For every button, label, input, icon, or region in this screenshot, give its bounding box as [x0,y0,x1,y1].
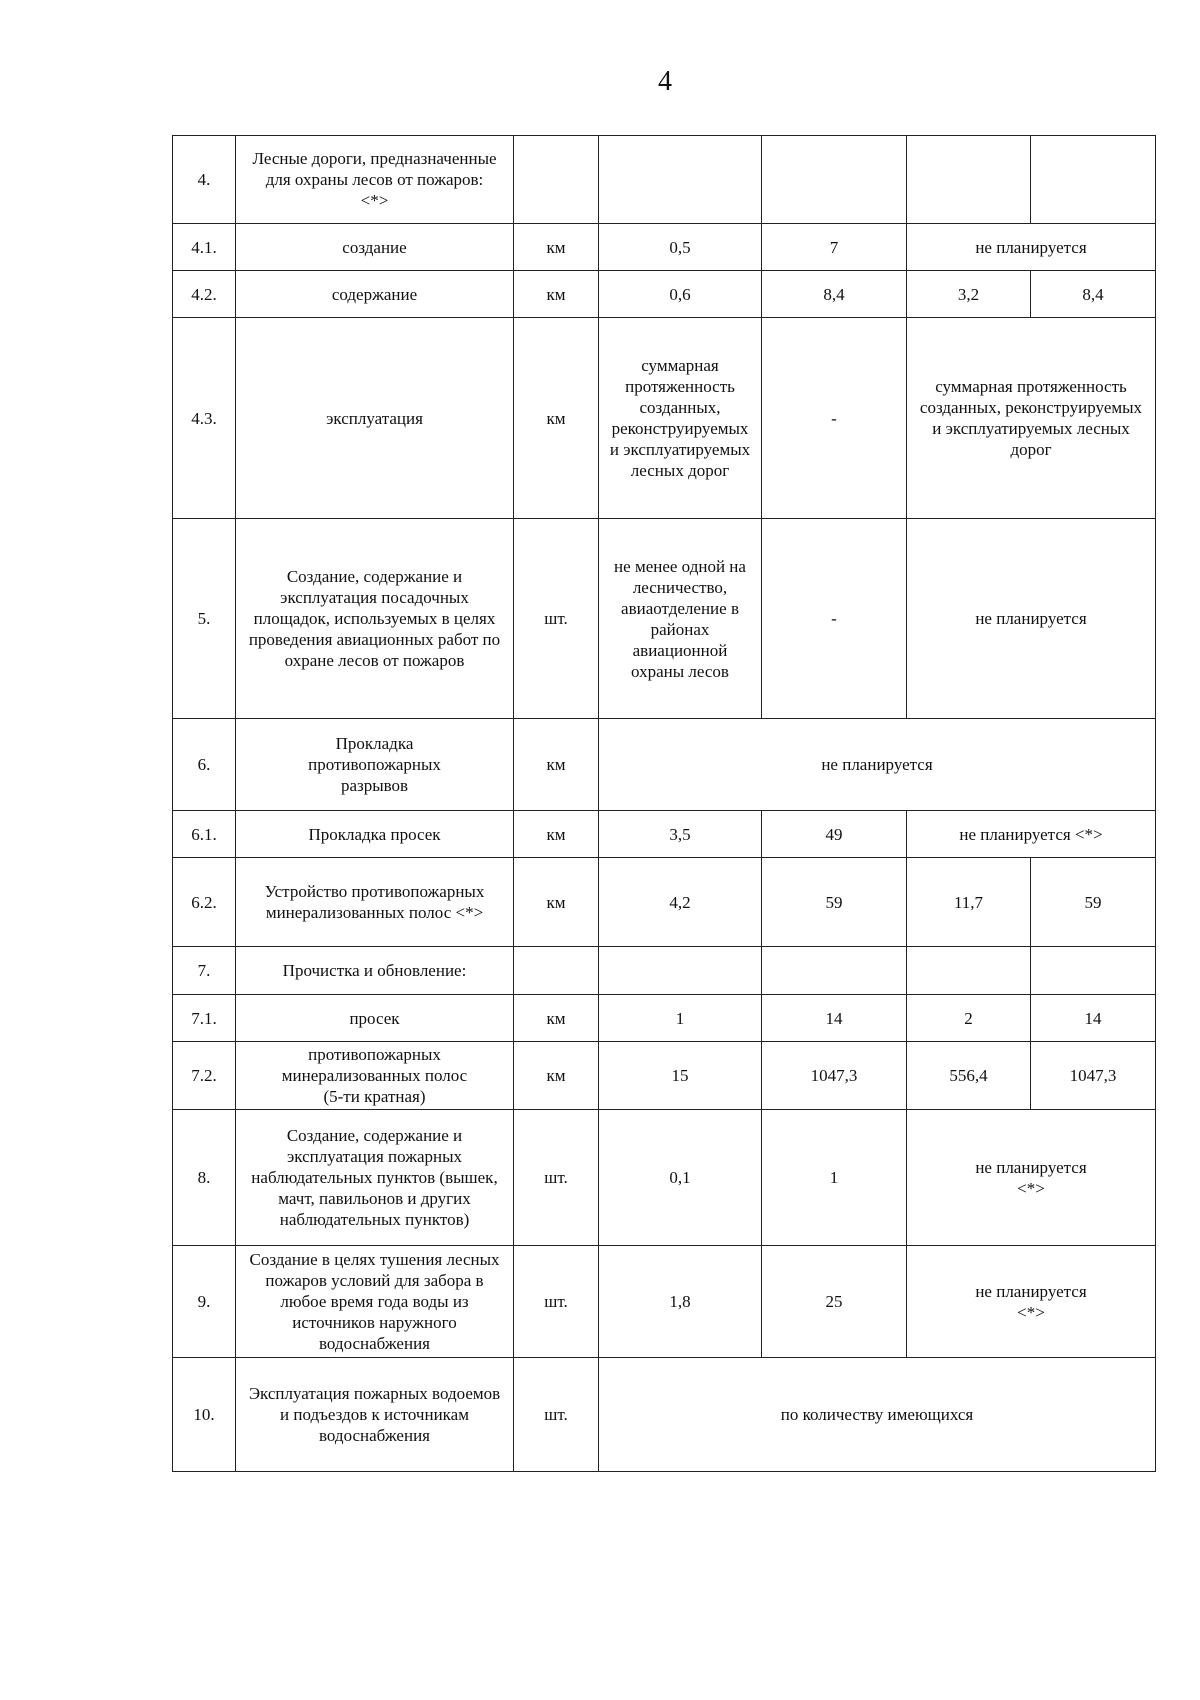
measure-name: Создание, содержание и эксплуатация посадочных площадок, используемых в целях проведения авиационных работ по охране лесов от пожаров [236,519,514,719]
value-cell: 0,6 [599,271,762,318]
value-cell [599,136,762,224]
value-cell [907,947,1031,995]
unit-cell: шт. [514,519,599,719]
row-number: 7. [173,947,236,995]
table-row [173,1246,1156,1358]
value-cell: 1 [599,995,762,1042]
row-number: 7.2. [173,1042,236,1110]
table-row [173,858,1156,947]
unit-cell: км [514,858,599,947]
value-cell: 0,1 [599,1110,762,1246]
table-row [173,811,1156,858]
value-cell: 4,2 [599,858,762,947]
unit-cell: шт. [514,1110,599,1246]
table-row [173,271,1156,318]
unit-cell: км [514,995,599,1042]
value-cell: 59 [762,858,907,947]
value-cell: 3,5 [599,811,762,858]
unit-cell: шт. [514,1246,599,1358]
value-cell: 15 [599,1042,762,1110]
row-number: 8. [173,1110,236,1246]
unit-cell: км [514,271,599,318]
table-row [173,1358,1156,1472]
row-number: 5. [173,519,236,719]
measure-name: создание [236,224,514,271]
table-row [173,318,1156,519]
measure-name: Создание, содержание и эксплуатация пожарных наблюдательных пунктов (вышек, мачт, павильонов и других наблюдательных пунктов) [236,1110,514,1246]
value-cell: 49 [762,811,907,858]
value-cell: 11,7 [907,858,1031,947]
value-cell: не планируется [907,519,1156,719]
value-cell: 2 [907,995,1031,1042]
value-cell: 1,8 [599,1246,762,1358]
row-number: 6. [173,719,236,811]
measure-name: Прокладка противопожарных разрывов [236,719,514,811]
measure-name: Лесные дороги, предназначенные для охраны лесов от пожаров: <*> [236,136,514,224]
value-cell: 1047,3 [1031,1042,1156,1110]
row-number: 10. [173,1358,236,1472]
value-cell [762,136,907,224]
measure-name: Прочистка и обновление: [236,947,514,995]
value-cell: 0,5 [599,224,762,271]
table-row [173,224,1156,271]
measure-name: эксплуатация [236,318,514,519]
value-cell: не планируется <*> [907,1110,1156,1246]
page-number: 4 [658,66,672,97]
value-cell [907,136,1031,224]
table-row [173,1042,1156,1110]
unit-cell: км [514,224,599,271]
measure-name: Прокладка просек [236,811,514,858]
value-cell: 8,4 [1031,271,1156,318]
value-cell: 14 [1031,995,1156,1042]
unit-cell [514,947,599,995]
value-cell [1031,947,1156,995]
unit-cell: км [514,719,599,811]
measure-name: Устройство противопожарных минерализованных полос <*> [236,858,514,947]
row-number: 6.1. [173,811,236,858]
row-number: 4.3. [173,318,236,519]
unit-cell: км [514,811,599,858]
value-cell: 59 [1031,858,1156,947]
value-cell: 3,2 [907,271,1031,318]
row-number: 6.2. [173,858,236,947]
row-number: 9. [173,1246,236,1358]
value-cell: не планируется <*> [907,811,1156,858]
row-number: 4.2. [173,271,236,318]
value-cell: не планируется [599,719,1156,811]
measure-name: Эксплуатация пожарных водоемов и подъездов к источникам водоснабжения [236,1358,514,1472]
value-cell [762,947,907,995]
measure-name: содержание [236,271,514,318]
value-cell: - [762,318,907,519]
unit-cell: км [514,318,599,519]
measure-name: Создание в целях тушения лесных пожаров условий для забора в любое время года воды из источников наружного водоснабжения [236,1246,514,1358]
value-cell: 14 [762,995,907,1042]
unit-cell: км [514,1042,599,1110]
value-cell [1031,136,1156,224]
table-row [173,1110,1156,1246]
value-cell: 25 [762,1246,907,1358]
fire-protection-measures-table [172,135,1156,1472]
value-cell: не менее одной на лесничество, авиаотделение в районах авиационной охраны лесов [599,519,762,719]
value-cell: суммарная протяженность созданных, реконструируемых и эксплуатируемых лесных дорог [599,318,762,519]
unit-cell: шт. [514,1358,599,1472]
value-cell: суммарная протяженность созданных, реконструируемых и эксплуатируемых лесных дорог [907,318,1156,519]
row-number: 7.1. [173,995,236,1042]
table-row [173,136,1156,224]
value-cell: не планируется [907,224,1156,271]
value-cell: 7 [762,224,907,271]
value-cell [599,947,762,995]
value-cell: по количеству имеющихся [599,1358,1156,1472]
value-cell: 556,4 [907,1042,1031,1110]
table-row [173,947,1156,995]
measure-name: противопожарных минерализованных полос (5-ти кратная) [236,1042,514,1110]
value-cell: не планируется <*> [907,1246,1156,1358]
measure-name: просек [236,995,514,1042]
unit-cell [514,136,599,224]
table-row [173,519,1156,719]
value-cell: 1 [762,1110,907,1246]
row-number: 4.1. [173,224,236,271]
value-cell: - [762,519,907,719]
table-row [173,995,1156,1042]
value-cell: 8,4 [762,271,907,318]
value-cell: 1047,3 [762,1042,907,1110]
table-row [173,719,1156,811]
row-number: 4. [173,136,236,224]
